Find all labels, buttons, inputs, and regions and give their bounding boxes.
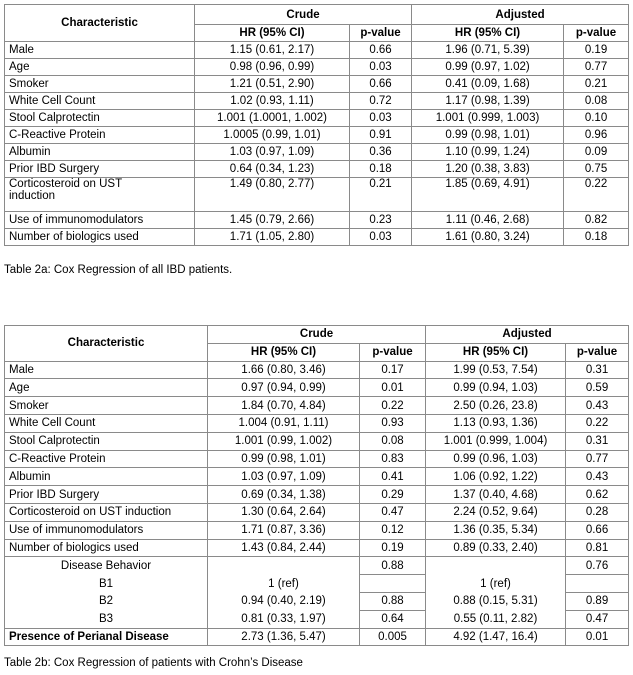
adjusted-hr-cell: 0.55 (0.11, 2.82) (426, 610, 566, 628)
adjusted-p-cell (566, 575, 629, 593)
crude-p-cell: 0.88 (360, 592, 426, 610)
crude-hr-cell: 1.71 (0.87, 3.36) (208, 521, 360, 539)
crude-hr-cell: 1.49 (0.80, 2.77) (195, 178, 350, 212)
table-row-group (5, 557, 629, 575)
adjusted-p-cell: 0.10 (564, 110, 629, 127)
adjusted-p-cell: 0.82 (564, 212, 629, 229)
crude-hr-cell: 0.81 (0.33, 1.97) (208, 610, 360, 628)
row-label: C-Reactive Protein (5, 450, 208, 468)
row-label-line: induction (9, 190, 56, 202)
row-label: Albumin (5, 144, 195, 161)
table-row (5, 592, 629, 610)
header-characteristic: Characteristic (5, 5, 195, 42)
crude-p-cell: 0.66 (350, 42, 412, 59)
row-label: Stool Calprotectin (5, 432, 208, 450)
row-label: White Cell Count (5, 414, 208, 432)
table-row (5, 161, 629, 178)
table-row (5, 628, 629, 646)
row-label: Disease Behavior (5, 557, 208, 575)
adjusted-hr-cell: 1.85 (0.69, 4.91) (412, 178, 564, 212)
crude-p-cell: 0.66 (350, 76, 412, 93)
crude-hr-cell: 1.45 (0.79, 2.66) (195, 212, 350, 229)
adjusted-hr-cell: 0.99 (0.96, 1.03) (426, 450, 566, 468)
row-label: Smoker (5, 397, 208, 415)
crude-p-cell: 0.19 (360, 539, 426, 557)
crude-hr-cell: 1.66 (0.80, 3.46) (208, 361, 360, 379)
table-row (5, 212, 629, 229)
header-crude-p: p-value (360, 343, 426, 361)
adjusted-p-cell: 0.81 (566, 539, 629, 557)
adjusted-p-cell: 0.66 (566, 521, 629, 539)
table-2b-caption: Table 2b: Cox Regression of patients with Crohn’s Disease (4, 657, 303, 669)
table-row (5, 229, 629, 246)
adjusted-hr-cell: 2.50 (0.26, 23.8) (426, 397, 566, 415)
row-label: B1 (5, 575, 208, 593)
crude-hr-cell: 1.21 (0.51, 2.90) (195, 76, 350, 93)
adjusted-p-cell: 0.31 (566, 432, 629, 450)
crude-p-cell: 0.41 (360, 468, 426, 486)
row-label: Male (5, 42, 195, 59)
adjusted-p-cell: 0.77 (566, 450, 629, 468)
adjusted-p-cell: 0.47 (566, 610, 629, 628)
table-row (5, 450, 629, 468)
crude-hr-cell: 0.94 (0.40, 2.19) (208, 592, 360, 610)
header-crude-p: p-value (350, 25, 412, 42)
table-row (5, 503, 629, 521)
adjusted-hr-cell: 0.99 (0.97, 1.02) (412, 59, 564, 76)
adjusted-p-cell: 0.43 (566, 397, 629, 415)
row-label: Age (5, 59, 195, 76)
adjusted-hr-cell: 1.20 (0.38, 3.83) (412, 161, 564, 178)
crude-hr-cell: 1.43 (0.84, 2.44) (208, 539, 360, 557)
crude-hr-cell: 0.98 (0.96, 0.99) (195, 59, 350, 76)
crude-p-cell: 0.01 (360, 379, 426, 397)
adjusted-p-cell: 0.62 (566, 486, 629, 504)
table-row (5, 76, 629, 93)
table-2a-caption: Table 2a: Cox Regression of all IBD patients. (4, 264, 233, 276)
adjusted-hr-cell: 1.96 (0.71, 5.39) (412, 42, 564, 59)
row-label (5, 178, 195, 212)
header-crude: Crude (208, 326, 426, 344)
crude-hr-cell: 0.99 (0.98, 1.01) (208, 450, 360, 468)
crude-p-cell (360, 575, 426, 593)
row-label: Stool Calprotectin (5, 110, 195, 127)
row-label: Age (5, 379, 208, 397)
adjusted-p-cell: 0.22 (566, 414, 629, 432)
adjusted-p-cell: 0.08 (564, 93, 629, 110)
crude-p-cell: 0.12 (360, 521, 426, 539)
crude-hr-cell: 1.001 (1.0001, 1.002) (195, 110, 350, 127)
crude-p-cell: 0.03 (350, 229, 412, 246)
crude-p-cell: 0.72 (350, 93, 412, 110)
header-adj-p: p-value (564, 25, 629, 42)
adjusted-hr-cell: 1.61 (0.80, 3.24) (412, 229, 564, 246)
adjusted-p-cell: 0.21 (564, 76, 629, 93)
table-row (5, 361, 629, 379)
adjusted-hr-cell: 1.99 (0.53, 7.54) (426, 361, 566, 379)
crude-p-cell: 0.91 (350, 127, 412, 144)
crude-p-cell: 0.47 (360, 503, 426, 521)
table-row (5, 379, 629, 397)
row-label: Corticosteroid on UST induction (5, 503, 208, 521)
crude-hr-cell: 1 (ref) (208, 575, 360, 593)
table-2a (4, 4, 629, 246)
header-adj-hr: HR (95% CI) (426, 343, 566, 361)
table-row (5, 468, 629, 486)
adjusted-p-cell: 0.96 (564, 127, 629, 144)
row-label: Albumin (5, 468, 208, 486)
header-characteristic: Characteristic (5, 326, 208, 362)
crude-p-cell: 0.21 (350, 178, 412, 212)
crude-p-cell: 0.18 (350, 161, 412, 178)
crude-hr-cell: 1.03 (0.97, 1.09) (208, 468, 360, 486)
table-row (5, 127, 629, 144)
row-label: Use of immunomodulators (5, 212, 195, 229)
adjusted-hr-cell: 1.17 (0.98, 1.39) (412, 93, 564, 110)
crude-hr-cell: 1.004 (0.91, 1.11) (208, 414, 360, 432)
adjusted-hr-cell: 1.001 (0.999, 1.003) (412, 110, 564, 127)
adjusted-p-cell: 0.18 (564, 229, 629, 246)
crude-hr-cell: 1.02 (0.93, 1.11) (195, 93, 350, 110)
row-label: Number of biologics used (5, 539, 208, 557)
adjusted-hr-cell: 1.001 (0.999, 1.004) (426, 432, 566, 450)
crude-hr-cell: 2.73 (1.36, 5.47) (208, 628, 360, 646)
row-label: Use of immunomodulators (5, 521, 208, 539)
adjusted-hr-cell: 0.99 (0.94, 1.03) (426, 379, 566, 397)
header-adjusted: Adjusted (412, 5, 629, 25)
crude-p-cell: 0.08 (360, 432, 426, 450)
crude-p-cell: 0.005 (360, 628, 426, 646)
table-row (5, 42, 629, 59)
crude-p-cell: 0.17 (360, 361, 426, 379)
crude-hr-cell: 0.97 (0.94, 0.99) (208, 379, 360, 397)
table-row (5, 178, 629, 212)
crude-hr-cell: 0.69 (0.34, 1.38) (208, 486, 360, 504)
crude-p-cell: 0.22 (360, 397, 426, 415)
adjusted-hr-cell: 4.92 (1.47, 16.4) (426, 628, 566, 646)
crude-hr-cell: 1.30 (0.64, 2.64) (208, 503, 360, 521)
table-row (5, 93, 629, 110)
adjusted-hr-cell: 0.41 (0.09, 1.68) (412, 76, 564, 93)
row-label: B2 (5, 592, 208, 610)
adjusted-hr-cell: 0.88 (0.15, 5.31) (426, 592, 566, 610)
adjusted-hr-cell (426, 557, 566, 575)
adjusted-p-cell: 0.01 (566, 628, 629, 646)
header-adj-hr: HR (95% CI) (412, 25, 564, 42)
table-header-row (5, 326, 629, 344)
row-label: Male (5, 361, 208, 379)
adjusted-hr-cell: 1 (ref) (426, 575, 566, 593)
adjusted-hr-cell: 1.06 (0.92, 1.22) (426, 468, 566, 486)
table-row (5, 486, 629, 504)
crude-hr-cell: 0.64 (0.34, 1.23) (195, 161, 350, 178)
adjusted-hr-cell: 1.37 (0.40, 4.68) (426, 486, 566, 504)
table-row (5, 144, 629, 161)
table-row (5, 539, 629, 557)
row-label: Presence of Perianal Disease (5, 628, 208, 646)
table-row (5, 59, 629, 76)
crude-hr-cell: 1.001 (0.99, 1.002) (208, 432, 360, 450)
row-label: Number of biologics used (5, 229, 195, 246)
crude-p-cell: 0.23 (350, 212, 412, 229)
crude-p-cell: 0.88 (360, 557, 426, 575)
row-label: Prior IBD Surgery (5, 161, 195, 178)
crude-p-cell: 0.03 (350, 59, 412, 76)
adjusted-p-cell: 0.22 (564, 178, 629, 212)
crude-p-cell: 0.64 (360, 610, 426, 628)
table-header-row (5, 5, 629, 25)
table-row (5, 110, 629, 127)
row-label: Prior IBD Surgery (5, 486, 208, 504)
header-crude-hr: HR (95% CI) (208, 343, 360, 361)
crude-p-cell: 0.03 (350, 110, 412, 127)
adjusted-hr-cell: 1.13 (0.93, 1.36) (426, 414, 566, 432)
header-crude-hr: HR (95% CI) (195, 25, 350, 42)
adjusted-hr-cell: 2.24 (0.52, 9.64) (426, 503, 566, 521)
crude-hr-cell: 1.84 (0.70, 4.84) (208, 397, 360, 415)
crude-hr-cell: 1.71 (1.05, 2.80) (195, 229, 350, 246)
adjusted-p-cell: 0.59 (566, 379, 629, 397)
crude-hr-cell: 1.15 (0.61, 2.17) (195, 42, 350, 59)
crude-p-cell: 0.83 (360, 450, 426, 468)
adjusted-p-cell: 0.77 (564, 59, 629, 76)
header-crude: Crude (195, 5, 412, 25)
crude-hr-cell (208, 557, 360, 575)
crude-p-cell: 0.29 (360, 486, 426, 504)
table-2b (4, 325, 629, 646)
adjusted-hr-cell: 1.11 (0.46, 2.68) (412, 212, 564, 229)
row-label: White Cell Count (5, 93, 195, 110)
crude-p-cell: 0.93 (360, 414, 426, 432)
adjusted-p-cell: 0.75 (564, 161, 629, 178)
adjusted-p-cell: 0.09 (564, 144, 629, 161)
table-row (5, 432, 629, 450)
adjusted-hr-cell: 0.89 (0.33, 2.40) (426, 539, 566, 557)
adjusted-p-cell: 0.43 (566, 468, 629, 486)
crude-hr-cell: 1.0005 (0.99, 1.01) (195, 127, 350, 144)
adjusted-hr-cell: 0.99 (0.98, 1.01) (412, 127, 564, 144)
row-label: B3 (5, 610, 208, 628)
table-row (5, 610, 629, 628)
table-row (5, 575, 629, 593)
header-adjusted: Adjusted (426, 326, 629, 344)
table-row (5, 397, 629, 415)
table-row (5, 521, 629, 539)
row-label: C-Reactive Protein (5, 127, 195, 144)
crude-p-cell: 0.36 (350, 144, 412, 161)
adjusted-p-cell: 0.31 (566, 361, 629, 379)
table-row (5, 414, 629, 432)
row-label: Smoker (5, 76, 195, 93)
adjusted-p-cell: 0.28 (566, 503, 629, 521)
adjusted-hr-cell: 1.36 (0.35, 5.34) (426, 521, 566, 539)
header-adj-p: p-value (566, 343, 629, 361)
row-label-line: Corticosteroid on UST (9, 178, 123, 190)
adjusted-p-cell: 0.89 (566, 592, 629, 610)
crude-hr-cell: 1.03 (0.97, 1.09) (195, 144, 350, 161)
adjusted-hr-cell: 1.10 (0.99, 1.24) (412, 144, 564, 161)
adjusted-p-cell: 0.76 (566, 557, 629, 575)
adjusted-p-cell: 0.19 (564, 42, 629, 59)
